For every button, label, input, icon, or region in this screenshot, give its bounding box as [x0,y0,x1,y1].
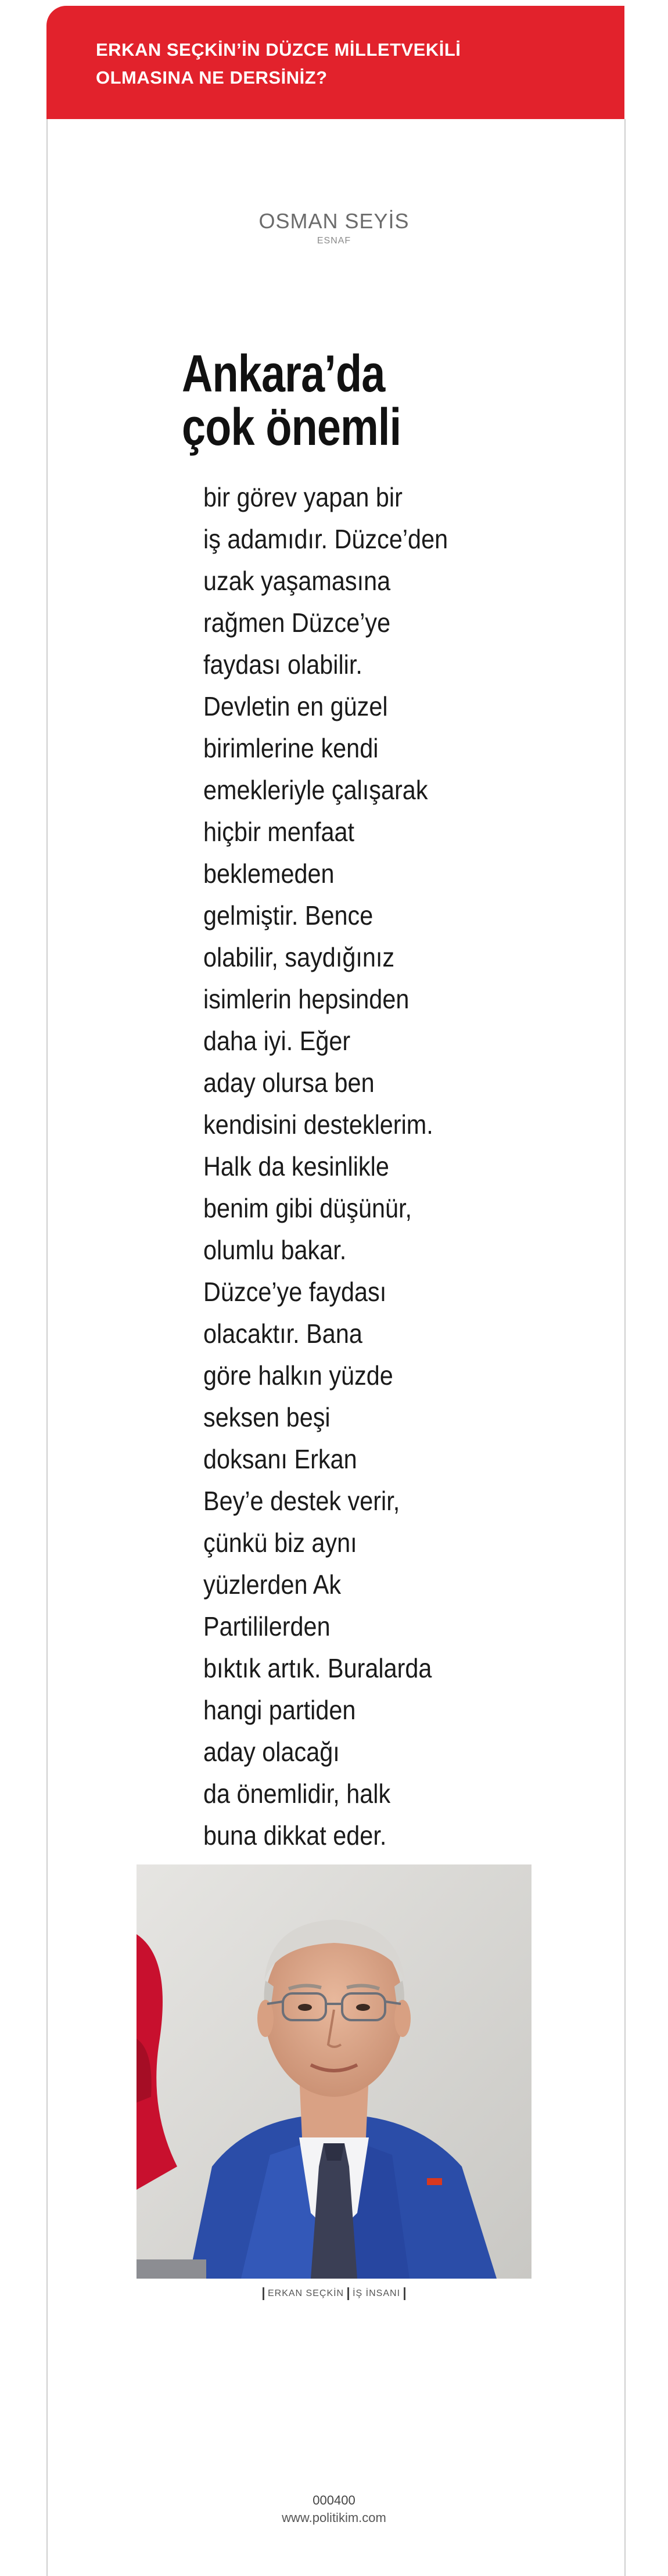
body-line: Partililerden [203,1611,331,1641]
body-line: rağmen Düzce’ye [203,608,391,638]
body-line: buna dikkat eder. [203,1820,387,1851]
site-url: www.politikim.com [282,2510,386,2525]
body-line: Bey’e destek verir, [203,1486,400,1516]
banner-title-line-1: ERKAN SEÇKİN’İN DÜZCE MİLLETVEKİLİ [96,39,461,60]
body-line: çünkü biz aynı [203,1528,357,1558]
body-line: Devletin en güzel [203,691,388,721]
frame-line-right [624,119,626,2576]
page-footer [0,2492,668,2527]
author-block [0,209,668,246]
caption-name: ERKAN SEÇKİN [267,2288,344,2299]
photo-caption [0,2287,668,2300]
body-line: birimlerine kendi [203,733,379,763]
body-line: faydası olabilir. [203,649,362,680]
question-banner [46,6,624,119]
body-line: beklemeden [203,858,335,889]
body-line: yüzlerden Ak [203,1569,342,1600]
body-line: gelmiştir. Bence [203,900,373,930]
body-line: emekleriyle çalışarak [203,775,428,805]
body-line: da önemlidir, halk [203,1779,391,1809]
body-line: göre halkın yüzde [203,1360,393,1391]
body-line: doksanı Erkan [203,1444,357,1474]
author-name: OSMAN SEYİS [258,209,410,233]
portrait-photo [137,1864,531,2279]
body-line: Halk da kesinlikle [203,1151,389,1181]
caption-role: İŞ İNSANI [353,2288,401,2299]
body-line: Düzce’ye faydası [203,1277,387,1307]
headline-line-2: çok önemli [182,398,401,457]
body-line: isimlerin hepsinden [203,984,410,1014]
banner-title-line-2: OLMASINA NE DERSİNİZ? [96,67,328,88]
body-line: daha iyi. Eğer [203,1026,351,1056]
body-line: bıktık artık. Buralarda [203,1653,432,1683]
body-line: benim gibi düşünür, [203,1193,412,1223]
body-line: olumlu bakar. [203,1235,347,1265]
body-line: olabilir, saydığınız [203,942,395,972]
caption-divider [404,2287,405,2300]
page-code: 000400 [313,2493,355,2507]
author-role: ESNAF [317,236,351,246]
body-line: uzak yaşamasına [203,566,391,596]
body-line: aday olursa ben [203,1068,375,1098]
body-line: hiçbir menfaat [203,817,355,847]
caption-divider [347,2287,349,2300]
body-line: seksen beşi [203,1402,331,1432]
body-line: aday olacağı [203,1737,340,1767]
body-line: iş adamıdır. Düzce’den [203,524,448,554]
frame-line-left [46,119,48,2576]
body-line: kendisini desteklerim. [203,1109,433,1140]
body-line: bir görev yapan bir [203,482,403,512]
body-line: hangi partiden [203,1695,356,1725]
caption-divider [263,2287,264,2300]
article-body [203,476,517,1856]
headline-line-1: Ankara’da [182,345,385,403]
banner-title [96,36,537,92]
headline [182,345,448,457]
body-line: olacaktır. Bana [203,1318,362,1349]
